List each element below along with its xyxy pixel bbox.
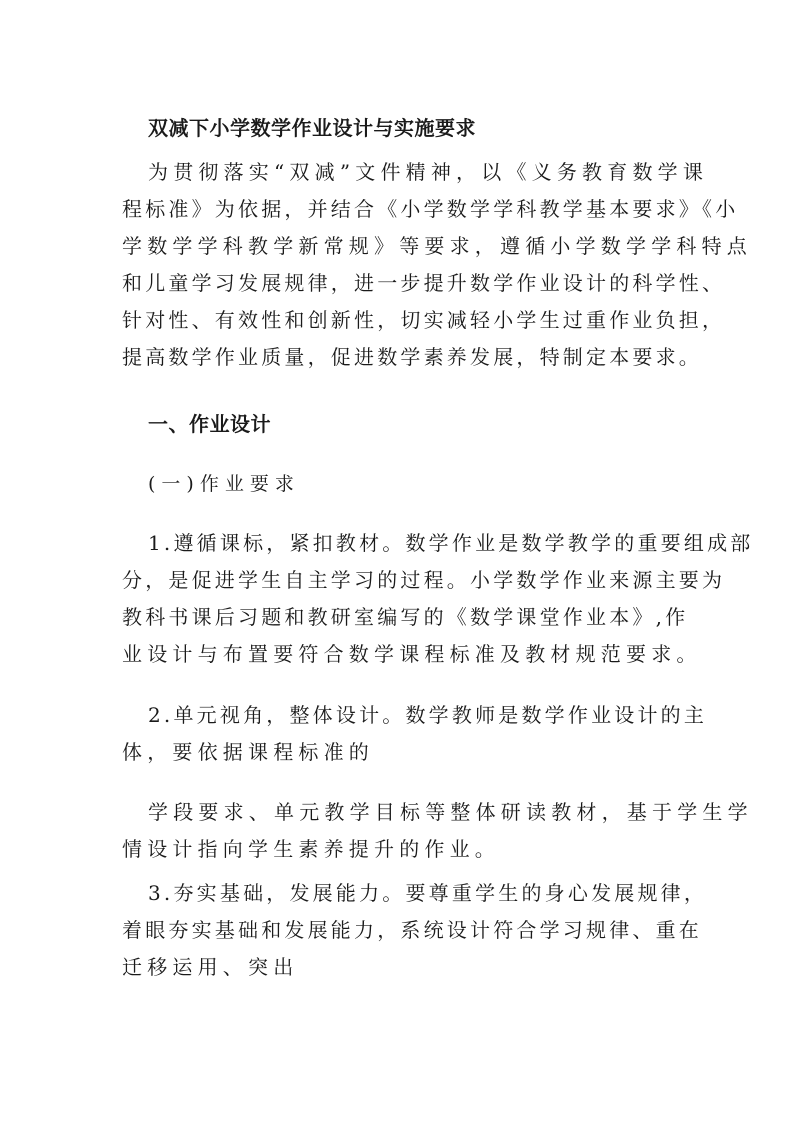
item3-line: 3.夯实基础，发展能力。要尊重学生的身心发展规律， — [148, 881, 708, 905]
intro-line: 程标准》为依据，并结合《小学数学学科教学基本要求》《小 — [122, 197, 739, 221]
intro-line: 针对性、有效性和创新性，切实减轻小学生过重作业负担， — [122, 308, 726, 332]
item1-line: 1.遵循课标，紧扣教材。数学作业是数学教学的重要组成部 — [148, 531, 754, 555]
item3-line: 着眼夯实基础和发展能力，系统设计符合学习规律、重在 — [122, 918, 702, 942]
document-title: 双减下小学数学作业设计与实施要求 — [148, 116, 476, 140]
section-heading: 一、作业设计 — [148, 412, 271, 436]
intro-line: 和儿童学习发展规律，进一步提升数学作业设计的科学性、 — [122, 271, 726, 295]
item1-line: 业设计与布置要符合数学课程标准及教材规范要求。 — [122, 642, 702, 666]
item2-line: 体，要依据课程标准的 — [122, 740, 374, 764]
item2-cont-line: 情设计指向学生素养提升的作业。 — [122, 837, 500, 861]
intro-line: 提高数学作业质量，促进数学素养发展，特制定本要求。 — [122, 345, 702, 369]
item2-line: 2.单元视角，整体设计。数学教师是数学作业设计的主 — [148, 703, 708, 727]
item3-line: 迁移运用、突出 — [122, 955, 299, 979]
item2-cont-line: 学段要求、单元教学目标等整体研读教材，基于学生学 — [148, 800, 753, 824]
item1-line: 分，是促进学生自主学习的过程。小学数学作业来源主要为 — [122, 568, 726, 592]
intro-line: 为贯彻落实“双减”文件精神，以《义务教育数学课 — [148, 160, 709, 184]
intro-line: 学数学学科教学新常规》等要求，遵循小学数学学科特点 — [122, 234, 752, 258]
subsection-heading: (一)作业要求 — [148, 473, 300, 495]
item1-line: 教科书课后习题和教研室编写的《数学课堂作业本》,作 — [122, 605, 689, 629]
